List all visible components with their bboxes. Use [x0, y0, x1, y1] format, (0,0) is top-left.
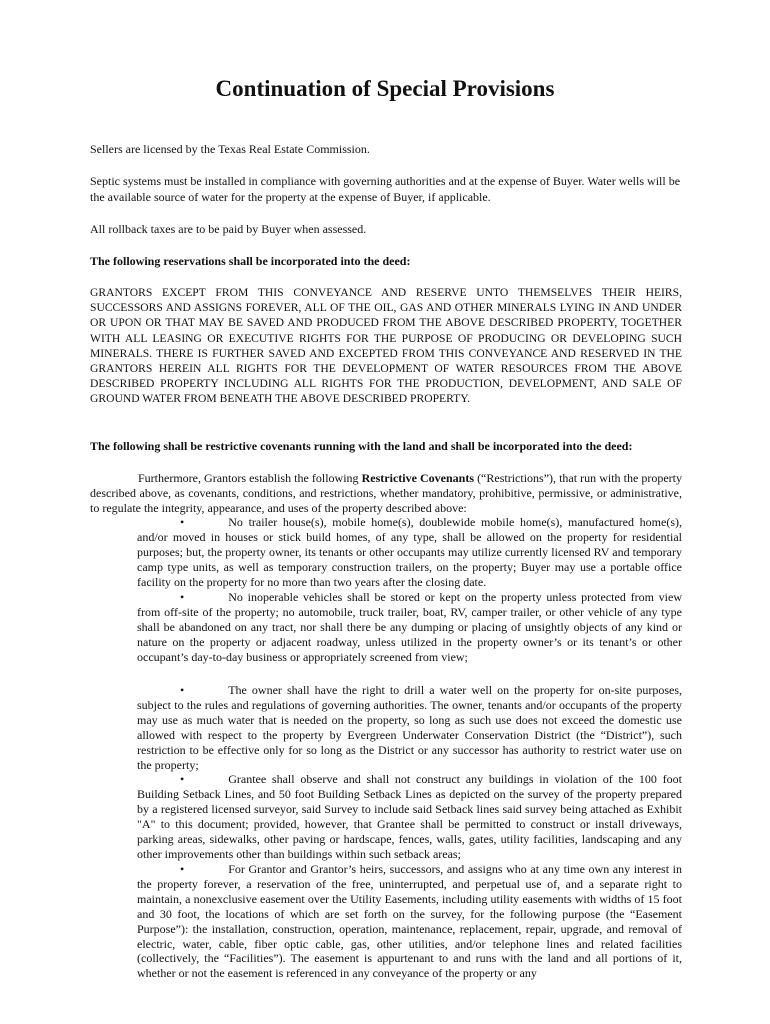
bullet-text: For Grantor and Grantor’s heirs, successors, and assigns who at any time own any interest in the property forever, a reservation of the free, uninterrupted, and perpetual use of, and a separate right to maintain, a nonexclusive easement over the Utility Easements, including utility easements with widths of 15 foot and 30 foot, the locations of which are set forth on the survey, for the following purpose (the “Easement Purpose”): the installation, construction, operation, maintenance, replacement, repair, upgrade, and removal of electric, water, cable, fiber optic cable, gas, other utilities, and/or telephone lines and related facilities (collectively, the “Facilities”). The easement is appurtenant to and runs with the land and all portions of it, whether or not the easement is referenced in any conveyance of the property or any	[137, 862, 682, 981]
list-item	[137, 515, 682, 590]
bullet-icon: •	[180, 590, 185, 604]
septic-paragraph: Septic systems must be installed in compliance with governing authorities and at the expense of Buyer. Water wells will be the available source of water for the property at the expense of Buyer, if applicable.	[90, 174, 681, 204]
covenants-intro-text-end: (“Restrictions”), that run with the property described above, as covenants, conditions, and restrictions, whether mandatory, prohibitive, permissive, or administrative, to regulate the integrity, appearance, and uses of the property described above:	[90, 471, 683, 515]
reservations-heading: The following reservations shall be incorporated into the deed:	[90, 254, 411, 268]
list-item	[137, 772, 682, 861]
bullet-text: No inoperable vehicles shall be stored or kept on the property unless protected from view from off-site of the property; no automobile, truck trailer, boat, RV, camper trailer, or other vehicle of any type shall be abandoned on any tract, nor shall there be any dumping or placing of unsightly objects of any kind or nature on the property or adjacent roadway, unless utilized in the property owner’s or its tenant’s or other occupant’s day-to-day business or appropriately screened from view;	[137, 590, 682, 664]
license-paragraph: Sellers are licensed by the Texas Real Estate Commission.	[90, 142, 370, 156]
reservations-body: GRANTORS EXCEPT FROM THIS CONVEYANCE AND RESERVE UNTO THEMSELVES THEIR HEIRS, SUCCESSORS AND ASSIGNS FOREVER, ALL OF THE OIL, GAS AND OTHER MINERALS LYING IN AND UNDER OR UPON OR THAT MAY BE SAVED AND PRODUCED FROM THE ABOVE DESCRIBED PROPERTY, TOGETHER WITH ALL LEASING OR EXECUTIVE RIGHTS FOR THE PURPOSE OF PRODUCING OR DEVELOPING SUCH MINERALS. THERE IS FURTHER SAVED AND EXCEPTED FROM THIS CONVEYANCE AND RESERVED IN THE GRANTORS HEREIN ALL RIGHTS FOR THE DEVELOPMENT OF WATER RESOURCES FROM THE ABOVE DESCRIBED PROPERTY INCLUDING ALL RIGHTS FOR THE PRODUCTION, DEVELOPMENT, AND SALE OF GROUND WATER FROM BENEATH THE ABOVE DESCRIBED PROPERTY.	[90, 286, 682, 406]
bullet-icon: •	[180, 862, 185, 876]
page-title: Continuation of Special Provisions	[215, 76, 555, 101]
bullet-icon: •	[180, 683, 185, 697]
covenants-heading: The following shall be restrictive covenants running with the land and shall be incorporated into the deed:	[90, 439, 633, 453]
rollback-paragraph: All rollback taxes are to be paid by Buyer when assessed.	[90, 222, 367, 236]
list-item	[137, 862, 682, 981]
covenants-intro	[90, 471, 682, 516]
restrictive-covenants-term: Restrictive Covenants	[361, 471, 474, 485]
bullet-icon: •	[180, 515, 185, 529]
bullet-text: The owner shall have the right to drill a water well on the property for on-site purposes, subject to the rules and regulations of governing authorities. The owner, tenants and/or occupants of the property may use as much water that is needed on the property, so long as such use does not exceed the domestic use allowed with respect to the property by Evergreen Underwater Conservation District (the “District”), such restriction to be effective only for so long as the District or any successor has authority to restrict water use on the property;	[137, 683, 682, 772]
bullet-text: Grantee shall observe and shall not construct any buildings in violation of the 100 foot Building Setback Lines, and 50 foot Building Setback Lines as depicted on the survey of the property prepared by a registered licensed surveyor, said Survey to include said Setback lines said survey being attached as Exhibit "A" to this document; provided, however, that Grantee shall be permitted to construct or install driveways, parking areas, sidewalks, other paving or hardscape, fences, walls, gates, utility facilities, landscaping and any other improvements other than buildings within such setback areas;	[137, 772, 682, 861]
list-item	[137, 590, 682, 665]
list-item	[137, 683, 682, 772]
bullet-text: No trailer house(s), mobile home(s), doublewide mobile home(s), manufactured home(s), and/or moved in houses or stick build homes, of any type, shall be allowed on the property for residential purposes; but, the property owner, its tenants or other occupants may utilize currently licensed RV and temporary camp type units, as well as temporary construction trailers, on the property; Buyer may use a portable office facility on the property for no more than two years after the closing date.	[137, 515, 682, 589]
covenants-intro-text: Furthermore, Grantors establish the following	[138, 471, 362, 485]
bullet-icon: •	[180, 772, 185, 786]
